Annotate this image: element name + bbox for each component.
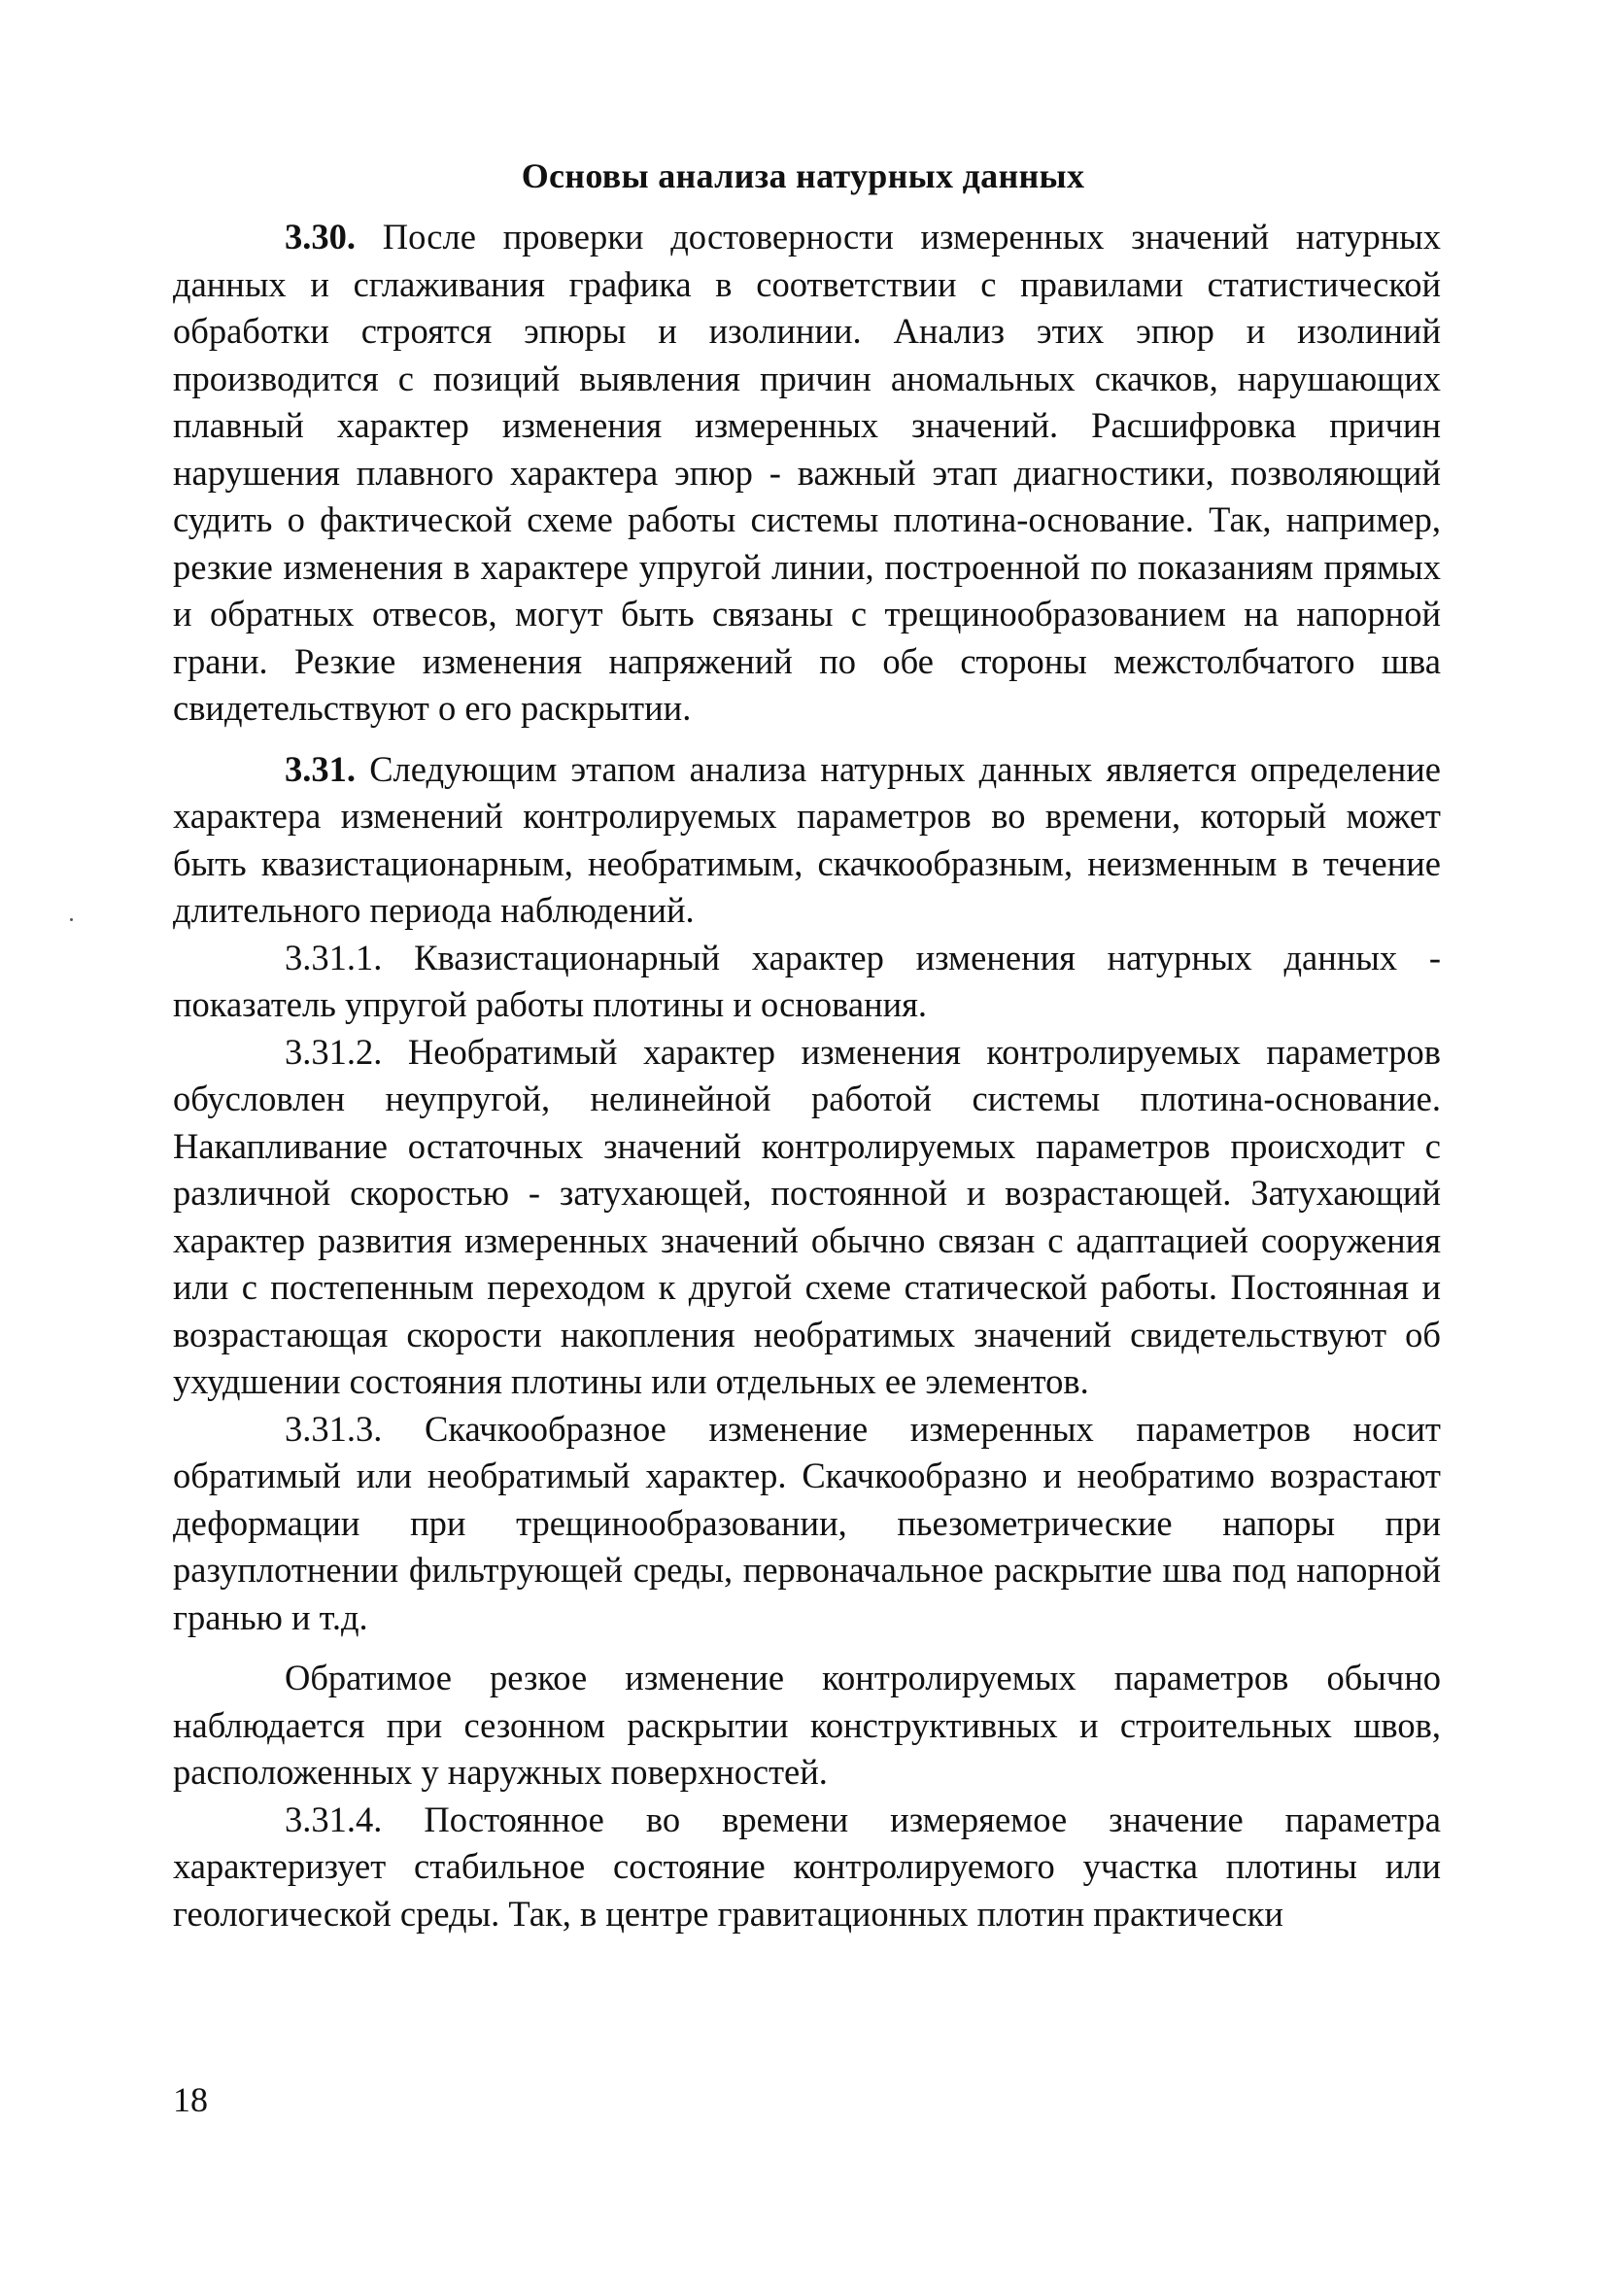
paragraph-3-31-4 [173, 1797, 1441, 1938]
paragraph-text: 3.31.3. Скачкообразное изменение измеренных параметров носит обратимый или необратимый характер. Скачкообразно и необратимо возрастают деформации при трещинообразовании, пьезометрические напоры при разуплотнении фильтрующей среды, первоначальное раскрытие шва под напорной гранью и т.д. [173, 1408, 1441, 1637]
paragraph-reversible-change [173, 1655, 1441, 1797]
paragraph-3-31-1 [173, 935, 1441, 1029]
paragraph-text: 3.31.2. Необратимый характер изменения контролируемых параметров обусловлен неупругой, нелинейной работой системы плотина-основание. Накапливание остаточных значений контролируемых параметров происходит с различной скоростью - затухающей, постоянной и возрастающей. Затухающий характер развития измеренных значений обычно связан с адаптацией сооружения или с постепенным переходом к другой схеме статической работы. Постоянная и возрастающая скорости накопления необратимых значений свидетельствуют об ухудшении состояния плотины или отдельных ее элементов. [173, 1031, 1441, 1401]
paragraph-text: 3.31.1. Квазистационарный характер изменения натурных данных - показатель упругой работы плотины и основания. [173, 937, 1441, 1024]
document-body [173, 214, 1441, 1937]
paragraph-number: 3.30. [285, 217, 356, 257]
paragraph-text: После проверки достоверности измеренных значений натурных данных и сглаживания графика в соответствии с правилами статистической обработки строятся эпюры и изолинии. Анализ этих эпюр и изолиний производится с позиций выявления причин аномальных скачков, нарушающих плавный характер изменения измеренных значений. Расшифровка причин нарушения плавного характера эпюр - важный этап диагностики, позволяющий судить о фактической схеме работы системы плотина-основание. Так, например, резкие изменения в характере упругой линии, построенной по показаниям прямых и обратных отвесов, могут быть связаны с трещинообразованием на напорной грани. Резкие изменения напряжений по обе стороны межстолбчатого шва свидетельствуют о его раскрытии. [173, 217, 1441, 728]
page-number: 18 [173, 2080, 208, 2119]
paragraph-3-30 [173, 214, 1441, 733]
paragraph-number: 3.31. [285, 748, 356, 789]
paragraph-3-31 [173, 746, 1441, 935]
paragraph-3-31-2 [173, 1029, 1441, 1406]
paragraph-text: Обратимое резкое изменение контролируемых параметров обычно наблюдается при сезонном раскрытии конструктивных и строительных швов, расположенных у наружных поверхностей. [173, 1658, 1441, 1792]
paragraph-text: Следующим этапом анализа натурных данных является определение характера изменений контролируемых параметров во времени, который может быть квазистационарным, необратимым, скачкообразным, неизменным в течение длительного периода наблюдений. [173, 748, 1441, 930]
section-title: Основы анализа натурных данных [521, 156, 1085, 195]
paragraph-3-31-3 [173, 1406, 1441, 1642]
scan-speck [70, 918, 73, 921]
paragraph-text: 3.31.4. Постоянное во времени измеряемое значение параметра характеризует стабильное состояние контролируемого участка плотины или геологической среды. Так, в центре гравитационных плотин практически [173, 1799, 1441, 1934]
